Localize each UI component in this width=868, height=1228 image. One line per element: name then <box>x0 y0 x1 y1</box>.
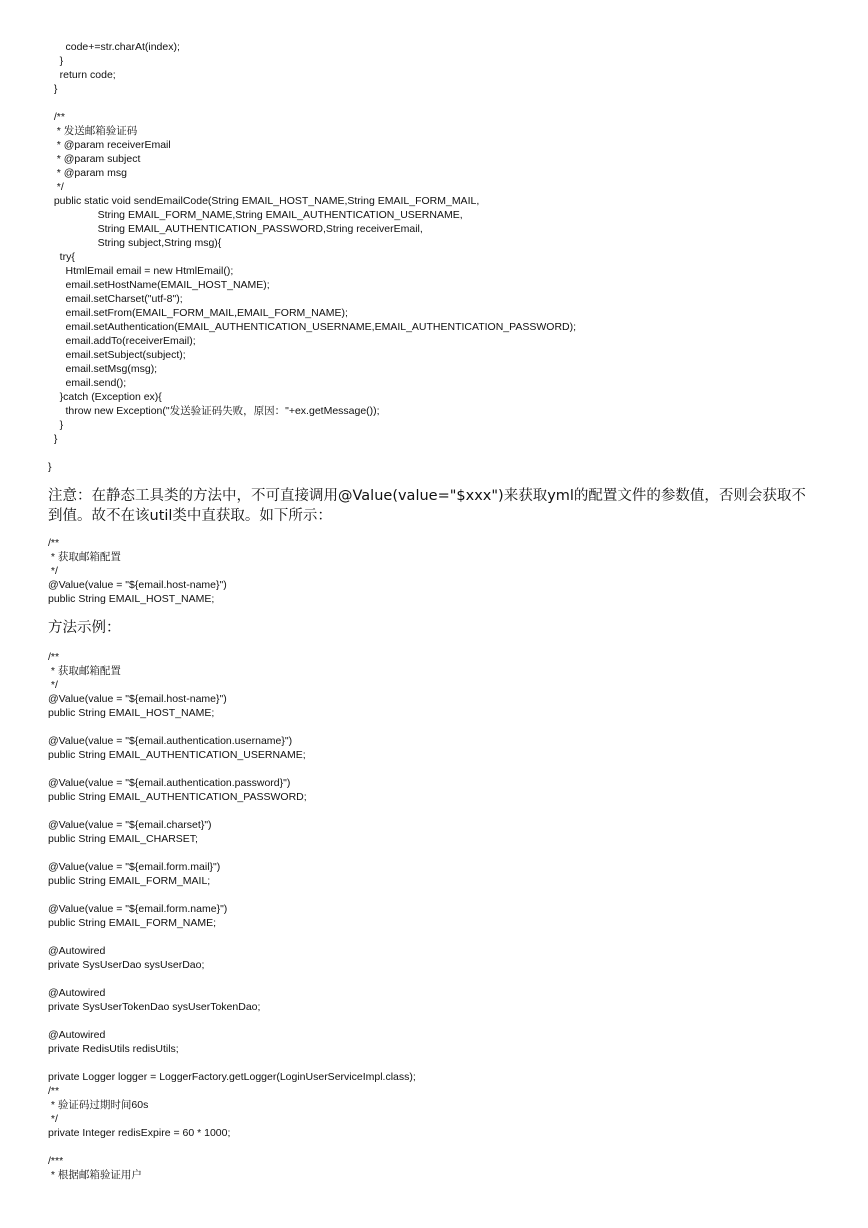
code-line: email.setAuthentication(EMAIL_AUTHENTICATION_USERNAME,EMAIL_AUTHENTICATION_PASSWORD); <box>48 321 577 333</box>
code-line: */ <box>48 181 64 193</box>
code-line: } <box>48 433 58 445</box>
code-line: @Autowired <box>48 1029 106 1041</box>
code-line: String EMAIL_AUTHENTICATION_PASSWORD,String receiverEmail, <box>48 223 423 235</box>
code-line: throw new Exception("发送验证码失败，原因："+ex.getMessage()); <box>48 405 380 417</box>
code-line: * @param msg <box>48 167 127 179</box>
code-block-method-example <box>48 650 416 1182</box>
code-line: /** <box>48 111 65 123</box>
code-block-send-email <box>48 40 576 474</box>
code-line: email.setFrom(EMAIL_FORM_MAIL,EMAIL_FORM_NAME); <box>48 307 348 319</box>
code-line: * 发送邮箱验证码 <box>48 125 138 137</box>
code-line <box>48 888 416 902</box>
code-line: */ <box>48 679 58 691</box>
code-line <box>48 446 576 460</box>
code-line <box>48 1014 416 1028</box>
code-line: * @param receiverEmail <box>48 139 171 151</box>
code-line: } <box>48 83 58 95</box>
note-paragraph: 注意：在静态工具类的方法中，不可直接调用@Value(value="$xxx")来获取yml的配置文件的参数值，否则会获取不到值。故不在该util类中直获取。如下所示： <box>48 488 806 524</box>
code-block-config-field <box>48 536 227 606</box>
code-line: String EMAIL_FORM_NAME,String EMAIL_AUTHENTICATION_USERNAME, <box>48 209 463 221</box>
code-line <box>48 1140 416 1154</box>
code-line: * 获取邮箱配置 <box>48 551 121 563</box>
code-line: HtmlEmail email = new HtmlEmail(); <box>48 265 234 277</box>
code-line: @Value(value = "${email.authentication.password}") <box>48 777 291 789</box>
code-line <box>48 762 416 776</box>
code-line: email.addTo(receiverEmail); <box>48 335 196 347</box>
code-line: email.setHostName(EMAIL_HOST_NAME); <box>48 279 270 291</box>
code-line: public String EMAIL_HOST_NAME; <box>48 707 215 719</box>
code-line: public String EMAIL_AUTHENTICATION_PASSWORD; <box>48 791 307 803</box>
code-line: try{ <box>48 251 75 263</box>
code-line: private Logger logger = LoggerFactory.getLogger(LoginUserServiceImpl.class); <box>48 1071 416 1083</box>
code-line: /** <box>48 1085 60 1097</box>
code-line <box>48 930 416 944</box>
code-line <box>48 720 416 734</box>
code-line: @Value(value = "${email.form.name}") <box>48 903 228 915</box>
code-line: */ <box>48 565 58 577</box>
code-line: */ <box>48 1113 58 1125</box>
code-line: /*** <box>48 1155 64 1167</box>
code-line: return code; <box>48 69 116 81</box>
code-line: @Value(value = "${email.host-name}") <box>48 579 227 591</box>
code-line: email.setCharset("utf-8"); <box>48 293 183 305</box>
code-line <box>48 972 416 986</box>
code-line: public String EMAIL_FORM_MAIL; <box>48 875 211 887</box>
code-line: @Autowired <box>48 987 106 999</box>
code-line <box>48 96 576 110</box>
code-line: @Autowired <box>48 945 106 957</box>
code-line: public String EMAIL_AUTHENTICATION_USERNAME; <box>48 749 306 761</box>
code-line: * @param subject <box>48 153 141 165</box>
code-line: String subject,String msg){ <box>48 237 222 249</box>
code-line: /** <box>48 537 60 549</box>
code-line: private SysUserTokenDao sysUserTokenDao; <box>48 1001 261 1013</box>
code-line: }catch (Exception ex){ <box>48 391 162 403</box>
code-line: private RedisUtils redisUtils; <box>48 1043 179 1055</box>
code-line: } <box>48 55 64 67</box>
code-line <box>48 1056 416 1070</box>
code-line: @Value(value = "${email.authentication.username}") <box>48 735 293 747</box>
code-line: @Value(value = "${email.form.mail}") <box>48 861 221 873</box>
code-line: * 获取邮箱配置 <box>48 665 121 677</box>
code-line: private Integer redisExpire = 60 * 1000; <box>48 1127 231 1139</box>
code-line: * 验证码过期时间60s <box>48 1099 149 1111</box>
code-line: public String EMAIL_HOST_NAME; <box>48 593 215 605</box>
code-line <box>48 804 416 818</box>
code-line: @Value(value = "${email.charset}") <box>48 819 212 831</box>
code-line: email.send(); <box>48 377 127 389</box>
code-line: public static void sendEmailCode(String EMAIL_HOST_NAME,String EMAIL_FORM_MAIL, <box>48 195 480 207</box>
code-line: @Value(value = "${email.host-name}") <box>48 693 227 705</box>
code-line: code+=str.charAt(index); <box>48 41 180 53</box>
code-line: } <box>48 419 64 431</box>
code-line: private SysUserDao sysUserDao; <box>48 959 205 971</box>
code-line: email.setSubject(subject); <box>48 349 186 361</box>
code-line: public String EMAIL_CHARSET; <box>48 833 198 845</box>
code-line: * 根据邮箱验证用户 <box>48 1169 142 1181</box>
code-line: } <box>48 461 52 473</box>
code-line: email.setMsg(msg); <box>48 363 158 375</box>
code-line <box>48 846 416 860</box>
example-heading: 方法示例： <box>48 620 121 636</box>
code-line: /** <box>48 651 60 663</box>
code-line: public String EMAIL_FORM_NAME; <box>48 917 217 929</box>
